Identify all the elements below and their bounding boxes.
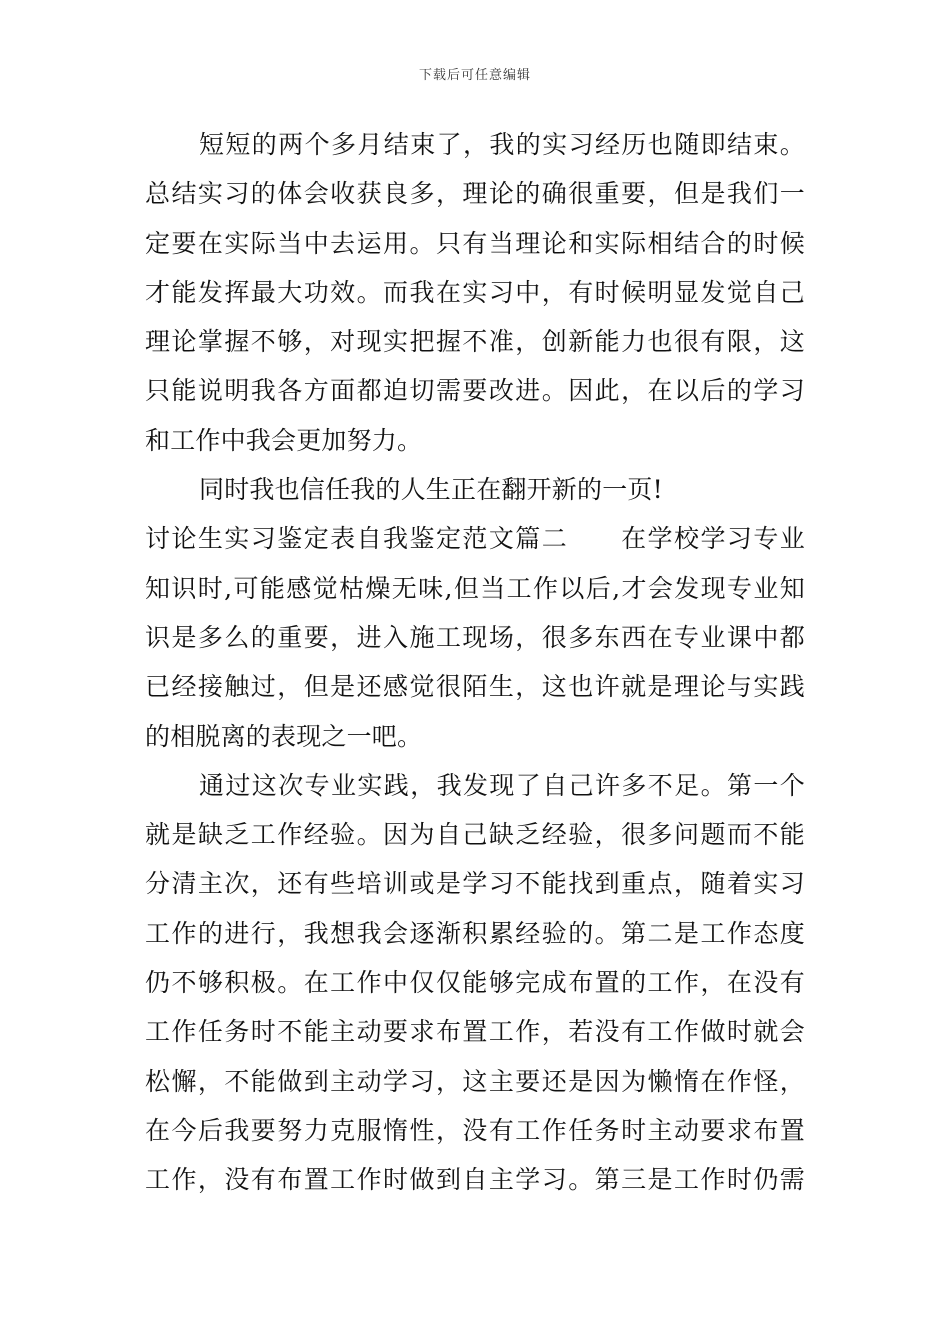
text-line: 同时我也信任我的人生正在翻开新的一页! xyxy=(199,475,663,505)
text-line: 仍不够积极。在工作中仅仅能够完成布置的工作，在没有 xyxy=(145,968,805,998)
text-line: 已经接触过，但是还感觉很陌生，这也许就是理论与实践 xyxy=(145,672,805,702)
text-line: 工作的进行，我想我会逐渐积累经验的。第二是工作态度 xyxy=(145,918,805,948)
page-header: 下载后可任意编辑 xyxy=(418,68,531,83)
text-line: 就是缺乏工作经验。因为自己缺乏经验，很多问题而不能 xyxy=(145,820,805,850)
text-line: 定要在实际当中去运用。只有当理论和实际相结合的时候 xyxy=(145,228,805,258)
section-heading-line: 讨论生实习鉴定表自我鉴定范文篇二 在学校学习专业 xyxy=(145,524,805,554)
text-line: 识是多么的重要，进入施工现场，很多东西在专业课中都 xyxy=(145,622,805,652)
text-line: 理论掌握不够，对现实把握不准，创新能力也很有限，这 xyxy=(145,327,805,357)
text-line: 知识时,可能感觉枯燥无味,但当工作以后,才会发现专业知 xyxy=(145,573,805,603)
text-line: 只能说明我各方面都迫切需要改进。因此，在以后的学习 xyxy=(145,376,805,406)
text-line: 在今后我要努力克服惰性，没有工作任务时主动要求布置 xyxy=(145,1115,805,1145)
text-line: 才能发挥最大功效。而我在实习中，有时候明显发觉自己 xyxy=(145,277,805,307)
text-line: 分清主次，还有些培训或是学习不能找到重点，随着实习 xyxy=(145,869,805,899)
document-body xyxy=(145,120,805,1205)
text-line: 通过这次专业实践，我发现了自己许多不足。第一个 xyxy=(199,770,805,800)
text-line: 松懈，不能做到主动学习，这主要还是因为懒惰在作怪， xyxy=(145,1066,805,1096)
text-line: 工作任务时不能主动要求布置工作，若没有工作做时就会 xyxy=(145,1017,805,1047)
text-line: 短短的两个多月结束了，我的实习经历也随即结束。 xyxy=(199,130,805,159)
text-line: 的相脱离的表现之一吧。 xyxy=(145,721,423,751)
text-line: 和工作中我会更加努力。 xyxy=(145,425,423,455)
text-line: 总结实习的体会收获良多，理论的确很重要，但是我们一 xyxy=(145,179,805,209)
text-line: 工作，没有布置工作时做到自主学习。第三是工作时仍需 xyxy=(145,1165,805,1195)
